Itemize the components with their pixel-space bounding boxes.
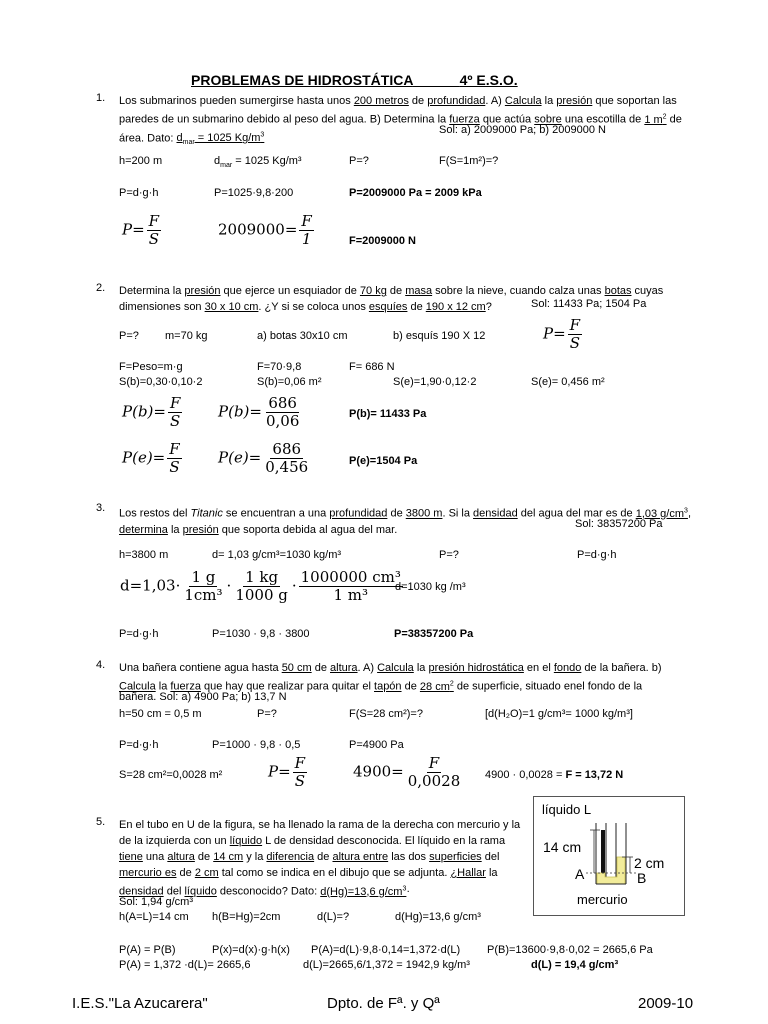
p2-pb-formula: P(b)= $\frac{F}{S}$ bbox=[122, 394, 181, 430]
p1-formula-pfs: P= $\frac{F}{S}$ bbox=[122, 212, 160, 248]
p4-data-h: h=50 cm = 0,5 m bbox=[119, 708, 202, 720]
figure-2cm-label: 2 cm bbox=[634, 855, 665, 871]
figure-a-label: A bbox=[575, 866, 585, 882]
problem-4-statement: Una bañera contiene agua hasta 50 cm de altura. A) Calcula la presión hidrostática en el fondo de la bañera. b) Calcula la fuerza que hay que realizar para quitar el tapón de 28 $cm^2$ de superficie, situado enel fondo de la bbox=[119, 662, 662, 693]
p2-force-sub: F=70·9,8 bbox=[257, 361, 302, 373]
p1-data-f: F(S=1m²)=? bbox=[439, 155, 499, 167]
problem-2-statement: Determina la presión que ejerce un esquiador de 70 kg de masa sobre la nieve, cuando calza unas botas cuyas dimensiones son 30 x 10 cm. ¿Y si se coloca unos esquíes de 190 x 12 cm? bbox=[119, 285, 664, 313]
problem-5-number: 5. bbox=[96, 816, 106, 828]
p5-eq-pa: P(A)=d(L)·9,8·0,14=1,372·d(L) bbox=[311, 944, 461, 956]
p2-pe-formula: P(e)= $\frac{F}{S}$ bbox=[122, 440, 180, 476]
p5-eq-dl-calc: d(L)=2665,6/1,372 = 1942,9 kg/m³ bbox=[303, 959, 470, 971]
figure-14cm-label: 14 cm bbox=[543, 839, 582, 855]
problem-5-solution: Sol: 1,94 g/cm³ bbox=[119, 896, 193, 908]
p4-data-p: P=? bbox=[257, 708, 277, 720]
p5-eq-substitution: P(A) = 1,372 ·d(L)= 2665,6 bbox=[119, 959, 251, 971]
p2-area-botas-result: S(b)=0,06 m² bbox=[257, 376, 322, 388]
p2-force-result: F= 686 N bbox=[349, 361, 395, 373]
p4-data-f: F(S=28 cm²)=? bbox=[349, 708, 423, 720]
p1-result-force: F=2009000 N bbox=[349, 235, 416, 247]
p4-area: S=28 cm²=0,0028 m² bbox=[119, 769, 223, 781]
p5-data-ha: h(A=L)=14 cm bbox=[119, 911, 189, 923]
p5-eq-balance: P(A) = P(B) bbox=[119, 944, 176, 956]
p2-pb-result: P(b)= 11433 Pa bbox=[349, 408, 427, 420]
p5-data-dl: d(L)=? bbox=[317, 911, 350, 923]
p3-data-p: P=? bbox=[439, 549, 459, 561]
p3-result: P=38357200 Pa bbox=[394, 628, 474, 640]
p1-formula-calc: 2009000= $\frac{F}{1}$ bbox=[218, 212, 312, 248]
p2-pe-calc: P(e)= $\frac{686}{0,456}$ bbox=[218, 440, 309, 476]
footer-school: I.E.S."La Azucarera" bbox=[72, 995, 208, 1012]
p2-data-botas: a) botas 30x10 cm bbox=[257, 330, 348, 342]
p1-data-p: P=? bbox=[349, 155, 369, 167]
page-title bbox=[191, 73, 518, 87]
problem-3-solution: Sol: 38357200 Pa bbox=[575, 518, 663, 530]
problem-2-number: 2. bbox=[96, 282, 106, 294]
p2-pe-result: P(e)=1504 Pa bbox=[349, 455, 418, 467]
p2-data-p: P=? bbox=[119, 330, 139, 342]
p5-result: d(L) = 19,4 g/cm³ bbox=[531, 959, 619, 971]
p4-data-density: [d(H₂O)=1 g/cm³= 1000 kg/m³] bbox=[485, 708, 633, 720]
p5-eq-pb: P(B)=13600·9,8·0,02 = 2665,6 Pa bbox=[487, 944, 653, 956]
problem-3-statement: Los restos del Titanic se encuentran a una profundidad de 3800 m. Si la densidad del agua del mar es de 1,03 $g/cm^3$, determina la presión que soporta debida al agua del mar. bbox=[119, 507, 691, 536]
p4-result-force: 4900 · 0,0028 = F = 13,72 N bbox=[485, 769, 624, 781]
p2-data-esquis: b) esquís 190 X 12 bbox=[393, 330, 486, 342]
p1-data-d: $d_{mar} = 1025$ Kg/m³ bbox=[214, 155, 302, 170]
problem-4-number: 4. bbox=[96, 659, 106, 671]
p2-area-esquis-result: S(e)= 0,456 m² bbox=[531, 376, 605, 388]
problem-1-number: 1. bbox=[96, 92, 106, 104]
u-tube-figure bbox=[533, 796, 685, 916]
figure-liquid-label: líquido L bbox=[542, 802, 592, 817]
p1-calc-formula: P=d·g·h bbox=[119, 187, 159, 199]
p2-area-botas-calc: S(b)=0,30·0,10·2 bbox=[119, 376, 203, 388]
course-level: 4º E.S.O. bbox=[459, 72, 518, 88]
title-text: PROBLEMAS DE HIDROSTÁTICA bbox=[191, 72, 413, 88]
p3-conversion: d=1,03· $\frac{1 g}{\text{1cm³}}$ · $\frac{1 kg}{1000 g}$ · $\frac{\text{1000000 cm³}}{\text{1 m³}}$ bbox=[120, 568, 401, 604]
p3-calc-substitution: P=1030 · 9,8 · 3800 bbox=[212, 628, 310, 640]
figure-b-label: B bbox=[637, 870, 647, 886]
p4-formula-pfs: P= $\frac{F}{S}$ bbox=[268, 754, 306, 790]
p3-data-h: h=3800 m bbox=[119, 549, 169, 561]
p4-calc-formula: P=d·g·h bbox=[119, 739, 159, 751]
footer-department: Dpto. de Fª. y Qª bbox=[327, 995, 440, 1012]
p1-calc-substitution: P=1025·9,8·200 bbox=[214, 187, 294, 199]
problem-1-statement: Los submarinos pueden sumergirse hasta unos 200 metros de profundidad. A) Calcula la presión que soportan las paredes de un submarino debido al peso del agua. B) Determina la fuerza que actúa sobre una escotilla de 1 $m^2$ de área. Dato: $d_{mar} = 1025$ $Kg/m^3$ bbox=[119, 95, 682, 147]
p4-result-pressure: P=4900 Pa bbox=[349, 739, 404, 751]
problem-2-solution: Sol: 11433 Pa; 1504 Pa bbox=[531, 298, 647, 310]
p2-formula-pfs: P= $\frac{F}{S}$ bbox=[543, 316, 581, 352]
p2-area-esquis-calc: S(e)=1,90·0,12·2 bbox=[393, 376, 477, 388]
p3-data-d: d= 1,03 g/cm³=1030 kg/m³ bbox=[212, 549, 342, 561]
p3-density-result: d=1030 kg /m³ bbox=[395, 581, 466, 593]
p3-calc-formula: P=d·g·h bbox=[119, 628, 159, 640]
figure-mercury-label: mercurio bbox=[577, 892, 628, 907]
p2-force-formula: F=Peso=m·g bbox=[119, 361, 183, 373]
problem-1-solution: Sol: a) 2009000 Pa; b) 2009000 N bbox=[439, 124, 606, 136]
problem-5-statement: En el tubo en U de la figura, se ha llenado la rama de la derecha con mercurio y la de la izquierda con un líquido L de densidad desconocida. El líquido en la rama tiene una altura de 14 cm y la diferencia de altura entre las dos superficies del mercurio es de 2 cm tal como se indica en el dibujo que se adjunta. ¿Hallar la densidad del líquido desconocido? Dato: d(Hg)=13,6 $g/cm^3\cdot$ bbox=[119, 819, 521, 898]
p3-formula: P=d·g·h bbox=[577, 549, 617, 561]
problem-4-solution: bañera. Sol: a) 4900 Pa; b) 13,7 N bbox=[119, 691, 287, 703]
p1-result-pressure: P=2009000 Pa = 2009 kPa bbox=[349, 187, 482, 199]
p1-data-h: h=200 m bbox=[119, 155, 163, 167]
p4-formula-calc: 4900= $\frac{F}{0,0028}$ bbox=[353, 754, 461, 790]
p2-pb-calc: P(b)= $\frac{686}{0,06}$ bbox=[218, 394, 300, 430]
problem-3-number: 3. bbox=[96, 502, 106, 514]
p5-data-hb: h(B=Hg)=2cm bbox=[212, 911, 281, 923]
p2-data-m: m=70 kg bbox=[165, 330, 208, 342]
p4-calc-substitution: P=1000 · 9,8 · 0,5 bbox=[212, 739, 301, 751]
footer-year: 2009-10 bbox=[638, 995, 694, 1012]
p5-eq-general: P(x)=d(x)·g·h(x) bbox=[212, 944, 290, 956]
p5-data-dhg: d(Hg)=13,6 g/cm³ bbox=[395, 911, 481, 923]
